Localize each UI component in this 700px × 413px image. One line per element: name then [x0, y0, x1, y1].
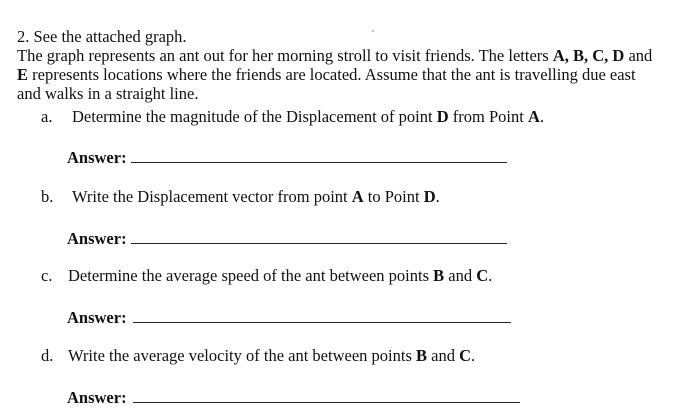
- intro-line-1: [17, 46, 652, 66]
- prompt-text: and: [444, 266, 477, 285]
- item-c-answer-line[interactable]: [133, 322, 511, 323]
- intro-text: represents locations where the friends are located. Assume that the ant is travelling due east: [28, 65, 636, 84]
- prompt-text: Write the Displacement vector from point: [72, 187, 352, 206]
- prompt-text: .: [539, 107, 544, 126]
- item-c-letter: c.: [41, 266, 53, 285]
- scan-speck: [372, 30, 374, 32]
- prompt-text: .: [471, 346, 476, 365]
- intro-line-3: [17, 84, 198, 104]
- item-b-answer-line[interactable]: [131, 243, 507, 244]
- intro-bold-letters: A, B, C, D: [552, 46, 625, 65]
- item-b-prompt: [72, 187, 440, 207]
- prompt-text: .: [435, 187, 440, 206]
- intro-text: and: [624, 46, 653, 65]
- item-a-answer-label: Answer:: [67, 148, 127, 167]
- prompt-text: to Point: [363, 187, 424, 206]
- item-a-answer-line[interactable]: [131, 162, 507, 163]
- question-heading: 2. See the attached graph.: [17, 27, 187, 46]
- item-a-prompt: [72, 107, 544, 127]
- prompt-text: Determine the average speed of the ant between points: [68, 266, 434, 285]
- prompt-bold: B: [416, 346, 428, 365]
- question-number-line: [17, 27, 187, 47]
- prompt-bold: A: [527, 107, 540, 126]
- item-d-prompt: [68, 346, 475, 366]
- prompt-text: .: [488, 266, 493, 285]
- item-d-letter: d.: [41, 346, 54, 365]
- item-d-answer-line[interactable]: [133, 402, 520, 403]
- prompt-text: Determine the magnitude of the Displacement of point: [72, 107, 437, 126]
- intro-line-2: [17, 65, 636, 85]
- item-b-answer-label: Answer:: [67, 229, 127, 248]
- prompt-text: Write the average velocity of the ant between points: [68, 346, 416, 365]
- prompt-bold: A: [351, 187, 364, 206]
- item-c-answer-label: Answer:: [67, 308, 127, 327]
- item-c-prompt: [68, 266, 492, 286]
- item-d-answer-label: Answer:: [67, 388, 127, 407]
- prompt-text: from Point: [448, 107, 528, 126]
- prompt-bold: B: [433, 266, 445, 285]
- item-b-letter: b.: [41, 187, 54, 206]
- prompt-bold: C: [476, 266, 489, 285]
- prompt-bold: C: [459, 346, 472, 365]
- prompt-bold: D: [423, 187, 436, 206]
- prompt-bold: D: [436, 107, 449, 126]
- intro-text: The graph represents an ant out for her morning stroll to visit friends. The letters: [17, 46, 553, 65]
- prompt-text: and: [427, 346, 460, 365]
- item-a-letter: a.: [41, 107, 53, 126]
- intro-bold-letter-e: E: [17, 65, 29, 84]
- intro-text: and walks in a straight line.: [17, 84, 199, 103]
